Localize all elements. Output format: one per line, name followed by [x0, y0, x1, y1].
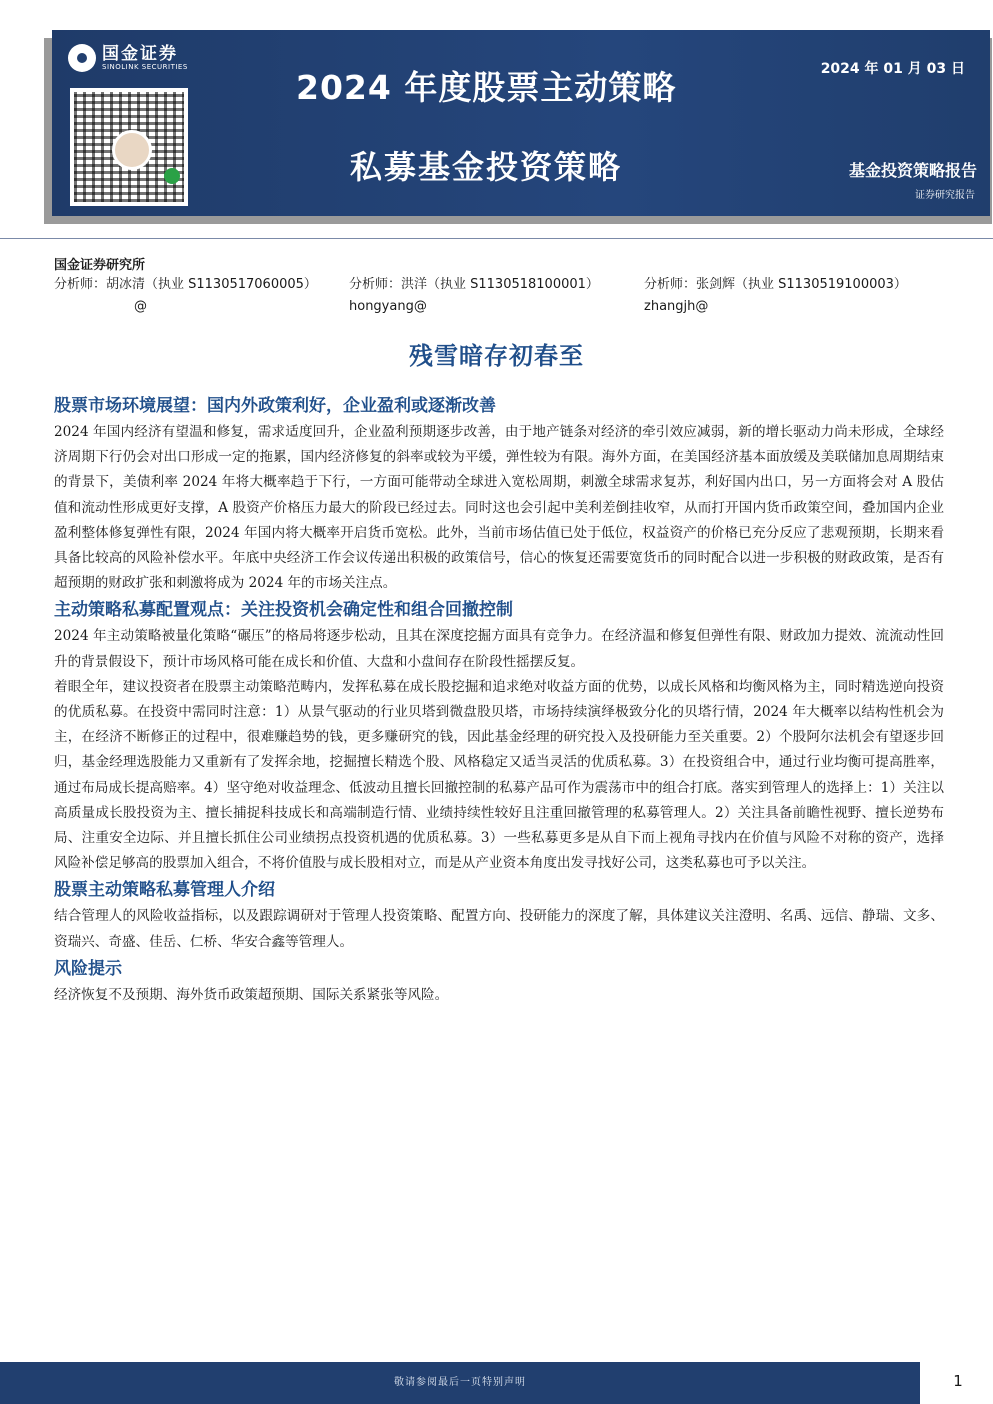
section-heading-risk: 风险提示 [54, 958, 122, 979]
section-paragraph: 结合管理人的风险收益指标，以及跟踪调研对于管理人投资策略、配置方向、投研能力的深度了解，具体建议关注澄明、名禹、远信、静瑞、文多、资瑞兴、奇盛、佳岳、仁桥、华安合鑫等管理人。 [54, 908, 944, 950]
report-title: 2024 年度股票主动策略 [296, 68, 677, 107]
research-institute: 国金证券研究所 [54, 258, 146, 273]
analyst-2 [349, 274, 599, 318]
qr-center-logo [112, 130, 152, 170]
analyst-3-email[interactable]: zhangjh@ [644, 299, 709, 314]
document-title: 残雪暗存初春至 [409, 342, 584, 370]
analyst-1 [54, 274, 317, 318]
section-heading-allocation-view: 主动策略私募配置观点：关注投资机会确定性和组合回撤控制 [54, 600, 513, 621]
section-heading-manager-intro: 股票主动策略私募管理人介绍 [54, 880, 275, 901]
report-date: 2024 年 01 月 03 日 [820, 61, 965, 77]
logo-name-en: SINOLINK SECURITIES [102, 62, 188, 71]
mini-program-badge-icon [164, 168, 180, 184]
analyst-3 [644, 274, 907, 318]
section-paragraph: 2024 年主动策略被量化策略“碾压”的格局将逐步松动，且其在深度挖掘方面具有竞争力。在经济温和修复但弹性有限、财政加力提效、流流动性回升的背景假设下，预计市场风格可能在成长和价值、大盘和小盘间存在阶段性摇摆反复。 [54, 628, 944, 670]
footer-disclaimer-link[interactable]: 敬请参阅最后一页特别声明 [394, 1377, 526, 1388]
report-category: 证券研究报告 [915, 190, 975, 201]
report-subtitle: 私募基金投资策略 [350, 148, 623, 186]
qr-code-icon [70, 88, 188, 206]
header-divider [0, 238, 993, 239]
logo-name-cn: 国金证券 [102, 43, 178, 64]
section-paragraph: 着眼全年，建议投资者在股票主动策略范畴内，发挥私募在成长股挖掘和追求绝对收益方面的优势，以成长风格和均衡风格为主，同时精选逆向投资的优质私募。在投资中需同时注意：1）从景气驱动的行业贝塔到微盘股贝塔，市场持续演绎极致分化的贝塔行情，2024 年大概率以结构性机会为主，在经济不断修正的过程中，很难赚趋势的钱，更多赚研究的钱，因此基金经理的研究投入及投研能力至关重要。2）个股阿尔法机会有望逐步回归，基金经理选股能力又重新有了发挥余地，挖掘擅长精选个股、风格稳定又适当灵活的优质私募。3）在投资组合中，通过行业均衡可提高胜率，通过布局成长提高赔率。4）坚守绝对收益理念、低波动且擅长回撤控制的私募产品可作为震荡市中的组合打底。落实到管理人的选择上：1）关注以高质量成长股投资为主、擅长捕捉科技成长和高端制造行情、业绩持续性较好且注重回撤管理的私募管理人。2）关注具备前瞻性视野、擅长逆势布局、注重安全边际、并且擅长抓住公司业绩拐点投资机遇的优质私募。3）一些私募更多是从自下而上视角寻找内在价值与风险不对称的资产，选择风险补偿足够高的股票加入组合，不将价值股与成长股相对立，而是从产业资本角度出发寻找好公司，这类私募也可予以关注。 [54, 678, 944, 872]
page-number: 1 [953, 1372, 963, 1390]
section-paragraph: 经济恢复不及预期、海外货币政策超预期、国际关系紧张等风险。 [54, 986, 449, 1003]
logo-mark-icon [68, 44, 96, 72]
section-heading-market-outlook: 股票市场环境展望：国内外政策利好，企业盈利或逐渐改善 [54, 396, 496, 416]
analyst-1-label: 分析师：胡冰清（执业 S1130517060005） [54, 277, 317, 292]
analyst-2-email[interactable]: hongyang@ [349, 299, 427, 314]
company-logo [68, 44, 188, 72]
section-paragraph: 2024 年国内经济有望温和修复，需求适度回升，企业盈利预期逐步改善，由于地产链条对经济的牵引效应减弱，新的增长驱动力尚未形成，全球经济周期下行仍会对出口形成一定的拖累，国内经济修复的斜率或较为平缓，弹性较为有限。海外方面，在美国经济基本面放缓及美联储加息周期结束的背景下，美债利率 2024 年将大概率趋于下行，一方面可能带动全球进入宽松周期，刺激全球需求复苏，利好国内出口，另一方面将会对 A 股估值和流动性形成更好支撑，A 股资产价格压力最大的阶段已经过去。同时这也会引起中美利差倒挂收窄，从而打开国内货币政策空间，叠加国内企业盈利整体修复弹性有限，2024 年国内将大概率开启货币宽松。此外，当前市场估值已处于低位，权益资产的价格已充分反应了悲观预期，长期来看具备比较高的风险补偿水平。年底中央经济工作会议传递出积极的政策信号，信心的恢复还需要宽货币的同时配合以进一步积极的财政政策，是否有超预期的财政扩张和刺激将成为 2024 年的市场关注点。 [54, 424, 944, 592]
analyst-1-email[interactable]: @ [134, 299, 147, 314]
analyst-2-label: 分析师：洪洋（执业 S1130518100001） [349, 277, 599, 292]
analyst-3-label: 分析师：张剑辉（执业 S1130519100003） [644, 277, 907, 292]
report-body [54, 394, 944, 1008]
footer-bar [0, 1362, 920, 1404]
report-type: 基金投资策略报告 [848, 161, 977, 180]
